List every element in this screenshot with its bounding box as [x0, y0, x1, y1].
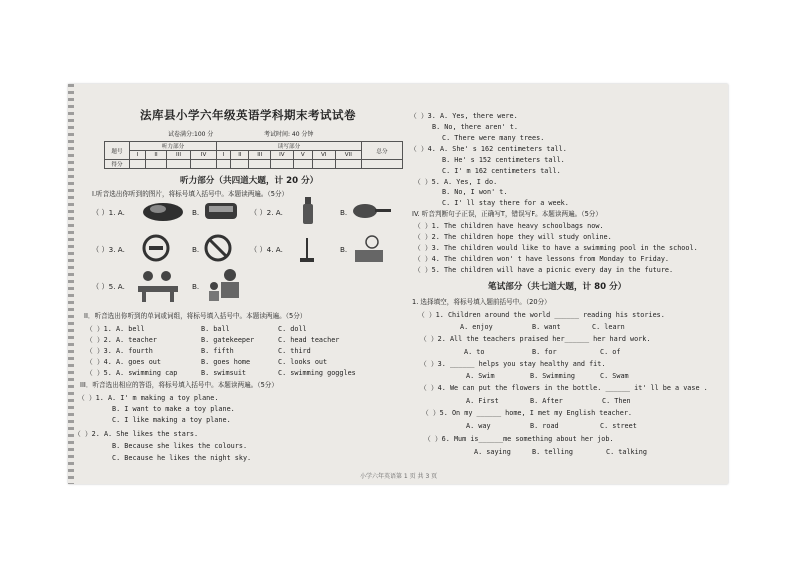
roman-cell: III	[249, 151, 271, 160]
bowl-picture	[204, 200, 238, 222]
p2-option: （ ）4. A. goes out	[86, 358, 161, 366]
roman-cell: IV	[271, 151, 294, 160]
score-cell[interactable]	[130, 160, 146, 169]
p3-line: （ ）1. A. I' m making a toy plane.	[78, 394, 219, 402]
roman-cell: II	[231, 151, 249, 160]
p2-option: C. third	[278, 347, 311, 355]
part1-instruction: I.听音选出你听到的图片，将标号填入括号中。本题读两遍。（5分）	[92, 190, 289, 198]
col-listening: 听力部分	[130, 142, 217, 151]
roman-cell: VII	[335, 151, 361, 160]
roman-cell: IV	[191, 151, 217, 160]
bottle-picture	[302, 196, 314, 226]
roman-cell: I	[130, 151, 146, 160]
p3-line: C. I like making a toy plane.	[112, 416, 231, 424]
shoe-picture	[142, 199, 184, 223]
desk-items-picture	[352, 234, 386, 264]
mc-option: B. want	[532, 323, 561, 331]
listening-heading: 听力部分（共四道大题，计 20 分）	[180, 176, 319, 186]
score-cell[interactable]	[312, 160, 335, 169]
part3-instruction: III．听音选出相应的答语，将标号填入括号中。本题读两遍。（5分）	[80, 381, 278, 389]
item-4b-label: B.	[340, 245, 348, 254]
mc-option: A. way	[466, 422, 491, 430]
item-5b-label: B.	[192, 282, 200, 291]
p4-line: （ ）5. The children will have a picnic every day in the future.	[414, 266, 674, 274]
roman-cell: I	[217, 151, 231, 160]
item-3b-label: B.	[192, 245, 200, 254]
score-cell[interactable]	[335, 160, 361, 169]
children-desk-picture	[136, 268, 180, 304]
mc-option: A. Swim	[466, 372, 495, 380]
p2-option: B. goes home	[201, 358, 251, 366]
p4-line: （ ）2. The children hope they will study online.	[414, 233, 612, 241]
p4-line: （ ）1. The children have heavy schoolbags now.	[414, 222, 604, 230]
exam-time: 考试时间: 40 分钟	[264, 131, 314, 138]
item-1a-label: （ ）1. A.	[92, 208, 125, 217]
mc-question: （ ）5. On my ______ home, I met my English teacher.	[422, 409, 633, 417]
mc-option: A. saying	[474, 448, 511, 456]
score-cell[interactable]	[362, 160, 403, 169]
exam-paper	[68, 84, 728, 484]
p2-option: （ ）1. A. bell	[86, 325, 145, 333]
mc-option: C. learn	[592, 323, 625, 331]
p3-line: C. I' ll stay there for a week.	[442, 199, 569, 207]
p2-option: （ ）2. A. teacher	[86, 336, 157, 344]
p2-option: B. fifth	[201, 347, 234, 355]
mc-question: （ ）1. Children around the world ______ reading his stories.	[418, 311, 665, 319]
item-1b-label: B.	[192, 208, 200, 217]
mc-option: C. talking	[606, 448, 647, 456]
p2-option: B. swimsuit	[201, 369, 247, 377]
writing-part1-instruction: 1. 选择填空，将标号填入题前括号中。（20分）	[412, 298, 551, 306]
p3-line: （ ）4. A. She' s 162 centimeters tall.	[410, 145, 567, 153]
lamp-picture	[294, 234, 320, 264]
mc-option: B. telling	[532, 448, 573, 456]
full-score: 试卷满分:100 分	[168, 131, 214, 138]
score-row-label: 得分	[105, 160, 130, 169]
p2-option: B. ball	[201, 325, 230, 333]
mc-option: C. Swam	[600, 372, 629, 380]
mc-option: C. Then	[602, 397, 631, 405]
item-2a-label: （ ）2. A.	[250, 208, 283, 217]
item-3a-label: （ ）3. A.	[92, 245, 125, 254]
mc-option: B. for	[532, 348, 557, 356]
p2-option: C. swimming goggles	[278, 369, 356, 377]
p3-line: （ ）5. A. Yes, I do.	[414, 178, 498, 186]
p2-option: B. gatekeeper	[201, 336, 255, 344]
writing-heading: 笔试部分（共七道大题，计 80 分）	[488, 282, 627, 292]
p3-line: （ ）3. A. Yes, there were.	[410, 112, 518, 120]
p2-option: （ ）3. A. fourth	[86, 347, 153, 355]
p3-line: B. Because she likes the colours.	[112, 442, 248, 450]
p3-line: B. No, there aren' t.	[432, 123, 518, 131]
mc-option: B. road	[530, 422, 559, 430]
mc-question: （ ）2. All the teachers praised her______ her hard work.	[420, 335, 651, 343]
score-cell[interactable]	[191, 160, 217, 169]
col-question-no: 题号	[105, 142, 130, 160]
roman-cell: V	[293, 151, 312, 160]
p3-line: B. No, I won' t.	[442, 188, 508, 196]
item-2b-label: B.	[340, 208, 348, 217]
p3-line: B. He' s 152 centimeters tall.	[442, 156, 565, 164]
roman-cell: VI	[312, 151, 335, 160]
score-cell[interactable]	[217, 160, 231, 169]
score-cell[interactable]	[231, 160, 249, 169]
col-total: 总分	[362, 142, 403, 160]
item-4a-label: （ ）4. A.	[250, 245, 283, 254]
binding-perforation	[68, 84, 74, 484]
no-eating-sign-picture	[204, 234, 232, 262]
frying-pan-picture	[352, 202, 392, 220]
mother-child-reading-picture	[204, 266, 248, 304]
roman-cell: II	[146, 151, 166, 160]
p3-line: B. I want to make a toy plane.	[112, 405, 235, 413]
p3-line: C. I' m 162 centimeters tall.	[442, 167, 561, 175]
page-footer: 小学六年英语第 1 页 共 3 页	[360, 473, 438, 480]
col-reading-writing: 读写部分	[217, 142, 362, 151]
item-5a-label: （ ）5. A.	[92, 282, 125, 291]
score-cell[interactable]	[249, 160, 271, 169]
score-cell[interactable]	[146, 160, 166, 169]
p4-line: （ ）3. The children would like to have a swimming pool in the school.	[414, 244, 698, 252]
score-cell[interactable]	[271, 160, 294, 169]
mc-question: （ ）4. We can put the flowers in the bottle. ______ it' ll be a vase .	[420, 384, 708, 392]
p4-line: （ ）4. The children won' t have lessons from Monday to Friday.	[414, 255, 670, 263]
no-smoking-sign-picture	[142, 234, 170, 262]
p3-line: C. There were many trees.	[442, 134, 545, 142]
part2-instruction: II．听音选出你听到的单词或词组，将标号填入括号中。本题读两遍。（5分）	[84, 312, 307, 320]
score-cell[interactable]	[293, 160, 312, 169]
part4-instruction: IV. 听音判断句子正误，正确写T，错误写F。本题读两遍。（5分）	[412, 210, 602, 218]
mc-option: C. of	[600, 348, 621, 356]
score-cell[interactable]	[166, 160, 190, 169]
mc-question: （ ）6. Mum is______me something about her job.	[424, 435, 614, 443]
p2-option: （ ）5. A. swimming cap	[86, 369, 178, 377]
exam-title: 法库县小学六年级英语学科期末考试试卷	[140, 108, 356, 122]
mc-option: A. First	[466, 397, 499, 405]
p2-option: C. looks out	[278, 358, 328, 366]
roman-cell: III	[166, 151, 190, 160]
p2-option: C. head teacher	[278, 336, 340, 344]
mc-question: （ ）3. ______ helps you stay healthy and fit.	[420, 360, 606, 368]
mc-option: C. street	[600, 422, 637, 430]
p3-line: （ ）2. A. She likes the stars.	[74, 430, 199, 438]
p2-option: C. doll	[278, 325, 307, 333]
mc-option: B. After	[530, 397, 563, 405]
score-table	[104, 141, 403, 169]
mc-option: B. Swimming	[530, 372, 576, 380]
mc-option: A. enjoy	[460, 323, 493, 331]
mc-option: A. to	[464, 348, 485, 356]
p3-line: C. Because he likes the night sky.	[112, 454, 252, 462]
